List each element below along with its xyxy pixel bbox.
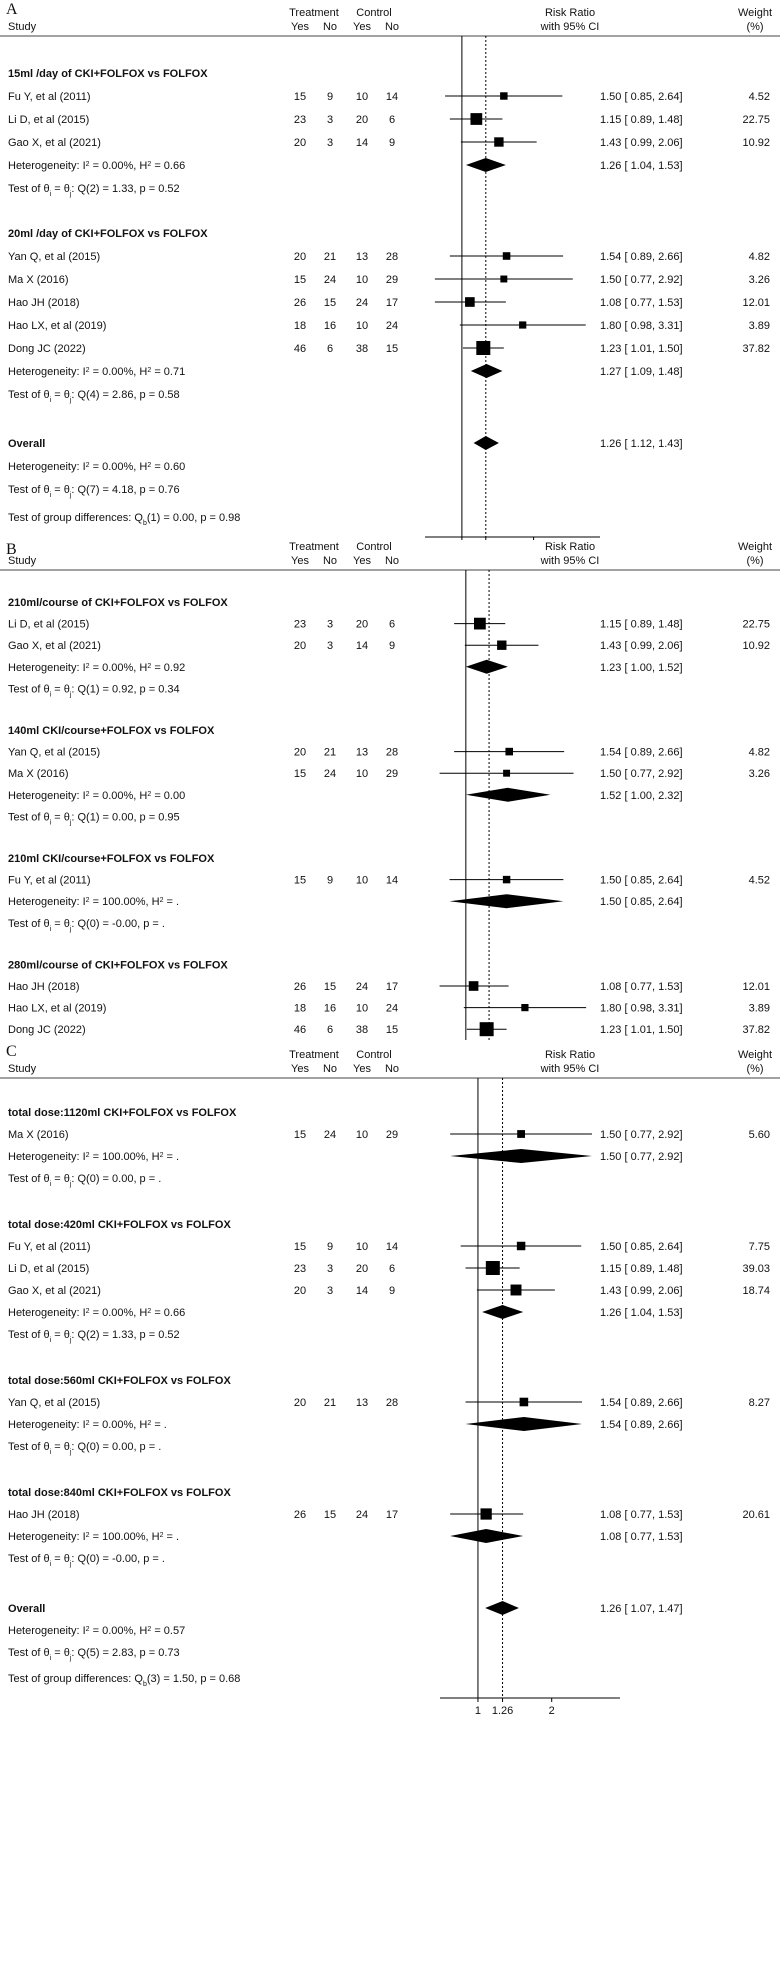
study-weight: 8.27 [748, 1397, 770, 1409]
control-no-count: 9 [388, 137, 396, 149]
header-weight: Weight [737, 1049, 773, 1061]
overall-heterogeneity: Heterogeneity: $I^2 = 0.00\%$, $H^2 = 0.57$ [8, 1625, 186, 1637]
risk-ratio-ci: 1.54 [ 0.89, 2.66] [600, 251, 683, 263]
treatment-yes-count: 20 [293, 746, 307, 759]
overall-label: Overall [8, 438, 46, 450]
treatment-no-count: 16 [323, 1002, 337, 1015]
header-control: Control [356, 7, 392, 19]
group-title: total dose:560ml CKI+FOLFOX vs FOLFOX [8, 1375, 231, 1387]
study-weight: 10.92 [742, 640, 770, 653]
overall-diamond [474, 436, 499, 450]
group-pooled-ci: 1.54 [ 0.89, 2.66] [600, 1419, 683, 1431]
effect-marker [469, 981, 479, 991]
group-pooled-diamond [450, 1529, 523, 1543]
control-yes-count: 10 [355, 91, 369, 103]
header-weight-unit: (%) [746, 1063, 764, 1075]
risk-ratio-ci: 1.15 [ 0.89, 1.48] [600, 1263, 683, 1275]
treatment-yes-count: 18 [293, 320, 307, 332]
study-name: Yan Q, et al (2015) [8, 1397, 101, 1409]
study-name: Gao X, et al (2021) [8, 137, 101, 149]
risk-ratio-ci: 1.80 [ 0.98, 3.31] [600, 320, 683, 332]
study-name: Gao X, et al (2021) [8, 640, 101, 653]
group-pooled-ci: 1.26 [ 1.04, 1.53] [600, 1307, 683, 1319]
control-no-count: 14 [385, 874, 399, 887]
control-no-count: 6 [388, 114, 396, 126]
study-weight: 4.82 [748, 251, 770, 263]
group-pooled-ci: 1.52 [ 1.00, 2.32] [600, 789, 683, 802]
study-name: Fu Y, et al (2011) [8, 91, 91, 103]
control-yes-count: 10 [355, 1241, 369, 1253]
study-weight: 37.82 [742, 1024, 770, 1037]
study-weight: 4.52 [748, 874, 770, 887]
group-pooled-ci: 1.08 [ 0.77, 1.53] [600, 1531, 683, 1543]
header-control-yes: Yes [353, 1063, 371, 1075]
group-homogeneity-test: Test of $\theta_i = \theta_j$: Q(0) = 0.00, p = . [8, 1173, 162, 1188]
control-no-count: 17 [385, 1509, 399, 1521]
effect-marker [500, 92, 507, 99]
effect-marker [503, 252, 511, 260]
risk-ratio-ci: 1.80 [ 0.98, 3.31] [600, 1002, 683, 1015]
effect-marker [497, 641, 506, 650]
treatment-no-count: 15 [323, 981, 337, 993]
group-pooled-diamond [466, 788, 551, 802]
control-no-count: 14 [385, 1241, 399, 1253]
treatment-yes-count: 46 [293, 1024, 307, 1037]
study-name: Ma X (2016) [8, 768, 69, 781]
effect-marker [521, 1004, 528, 1011]
effect-marker [517, 1130, 525, 1138]
control-yes-count: 10 [355, 768, 369, 781]
overall-ci: 1.26 [ 1.07, 1.47] [600, 1603, 683, 1615]
study-weight: 18.74 [742, 1285, 770, 1297]
header-treatment-yes: Yes [291, 555, 309, 567]
study-name: Ma X (2016) [8, 274, 69, 286]
risk-ratio-ci: 1.50 [ 0.85, 2.64] [600, 874, 683, 887]
treatment-no-count: 3 [326, 114, 334, 126]
control-no-count: 28 [385, 1397, 399, 1409]
group-differences-test: Test of group differences: $Q_b(1) = 0.00$, p = 0.98 [8, 512, 241, 527]
x-axis-tick-label: 2 [548, 1705, 555, 1717]
study-name: Li D, et al (2015) [8, 618, 90, 631]
effect-marker [486, 1261, 500, 1275]
group-pooled-ci: 1.50 [ 0.77, 2.92] [600, 1151, 683, 1163]
group-heterogeneity: Heterogeneity: $I^2 = 0.00\%$, $H^2 = 0.00$ [8, 789, 186, 802]
study-name: Fu Y, et al (2011) [8, 874, 91, 887]
control-no-count: 15 [385, 1024, 399, 1037]
header-control-yes: Yes [353, 21, 371, 33]
study-weight: 37.82 [742, 343, 770, 355]
risk-ratio-ci: 1.50 [ 0.77, 2.92] [600, 768, 683, 781]
risk-ratio-ci: 1.08 [ 0.77, 1.53] [600, 981, 683, 993]
control-yes-count: 38 [355, 1024, 369, 1037]
treatment-no-count: 24 [323, 1129, 337, 1141]
risk-ratio-ci: 1.54 [ 0.89, 2.66] [600, 1397, 683, 1409]
treatment-no-count: 3 [326, 1263, 334, 1275]
study-weight: 4.82 [748, 746, 770, 759]
treatment-no-count: 9 [326, 91, 334, 103]
group-title: 15ml /day of CKI+FOLFOX vs FOLFOX [8, 68, 208, 80]
group-title: 20ml /day of CKI+FOLFOX vs FOLFOX [8, 228, 208, 240]
header-ci: with 95% CI [540, 555, 600, 567]
study-name: Hao JH (2018) [8, 981, 80, 993]
treatment-yes-count: 15 [293, 1241, 307, 1253]
header-risk-ratio: Risk Ratio [544, 541, 596, 553]
study-name: Hao JH (2018) [8, 297, 80, 309]
header-ci: with 95% CI [540, 21, 600, 33]
overall-homogeneity-test: Test of $\theta_i = \theta_j$: Q(5) = 2.83, p = 0.73 [8, 1647, 180, 1662]
treatment-yes-count: 15 [293, 768, 307, 781]
treatment-yes-count: 26 [293, 297, 307, 309]
study-weight: 20.61 [742, 1509, 770, 1521]
control-yes-count: 13 [355, 746, 369, 759]
study-weight: 4.52 [748, 91, 770, 103]
x-axis-tick-label: 1.26 [491, 1705, 514, 1717]
group-heterogeneity: Heterogeneity: $I^2 = 100.00\%$, $H^2$ = . [8, 1531, 180, 1543]
group-differences-test: Test of group differences: $Q_b(3) = 1.50$, p = 0.68 [8, 1673, 241, 1688]
header-ci: with 95% CI [540, 1063, 600, 1075]
risk-ratio-ci: 1.23 [ 1.01, 1.50] [600, 343, 683, 355]
forest-plot-c-svg [0, 1042, 780, 1978]
header-study: Study [8, 555, 37, 567]
group-homogeneity-test: Test of $\theta_i = \theta_j$: Q(2) = 1.33, p = 0.52 [8, 1329, 180, 1344]
control-no-count: 15 [385, 343, 399, 355]
overall-homogeneity-test: Test of $\theta_i = \theta_j$: Q(7) = 4.18, p = 0.76 [8, 484, 180, 499]
group-title: 140ml CKI/course+FOLFOX vs FOLFOX [8, 725, 215, 737]
group-pooled-diamond [466, 660, 508, 674]
header-treatment-no: No [322, 555, 338, 567]
header-weight: Weight [737, 541, 773, 553]
risk-ratio-ci: 1.43 [ 0.99, 2.06] [600, 1285, 683, 1297]
group-pooled-diamond [450, 1149, 592, 1163]
control-yes-count: 38 [355, 343, 369, 355]
treatment-no-count: 21 [323, 746, 337, 759]
treatment-no-count: 21 [323, 251, 337, 263]
control-yes-count: 10 [355, 1129, 369, 1141]
group-heterogeneity: Heterogeneity: $I^2 = 0.00\%$, $H^2$ = . [8, 1419, 167, 1431]
header-risk-ratio: Risk Ratio [544, 7, 596, 19]
group-pooled-ci: 1.50 [ 0.85, 2.64] [600, 896, 683, 909]
header-control-yes: Yes [353, 555, 371, 567]
effect-marker [500, 276, 507, 283]
control-no-count: 14 [385, 91, 399, 103]
effect-marker [503, 770, 510, 777]
header-study: Study [8, 21, 37, 33]
overall-label: Overall [8, 1603, 46, 1615]
treatment-yes-count: 26 [293, 1509, 307, 1521]
effect-marker [481, 1508, 492, 1519]
panel-label: B [6, 541, 17, 558]
study-name: Ma X (2016) [8, 1129, 69, 1141]
control-no-count: 29 [385, 1129, 399, 1141]
study-name: Hao JH (2018) [8, 1509, 80, 1521]
control-yes-count: 10 [355, 874, 369, 887]
control-yes-count: 10 [355, 1002, 369, 1015]
group-homogeneity-test: Test of $\theta_i = \theta_j$: Q(1) = 0.92, p = 0.34 [8, 683, 180, 698]
control-yes-count: 20 [355, 114, 369, 126]
header-control: Control [356, 1049, 392, 1061]
treatment-yes-count: 20 [293, 251, 307, 263]
group-heterogeneity: Heterogeneity: $I^2 = 0.00\%$, $H^2 = 0.92$ [8, 661, 186, 674]
study-weight: 3.89 [748, 1002, 770, 1015]
header-weight-unit: (%) [746, 21, 764, 33]
study-name: Hao LX, et al (2019) [8, 320, 107, 332]
treatment-no-count: 6 [326, 343, 334, 355]
group-heterogeneity: Heterogeneity: $I^2 = 100.00\%$, $H^2$ = . [8, 896, 180, 909]
study-name: Li D, et al (2015) [8, 1263, 90, 1275]
forest-plot-panel-a [0, 0, 780, 540]
study-weight: 7.75 [748, 1241, 770, 1253]
header-weight: Weight [737, 7, 773, 19]
effect-marker [465, 297, 475, 307]
group-pooled-diamond [466, 1417, 582, 1431]
study-weight: 22.75 [742, 114, 770, 126]
treatment-yes-count: 26 [293, 981, 307, 993]
treatment-yes-count: 23 [293, 1263, 307, 1275]
treatment-no-count: 9 [326, 1241, 334, 1253]
treatment-yes-count: 20 [293, 1397, 307, 1409]
study-name: Hao LX, et al (2019) [8, 1002, 107, 1015]
treatment-no-count: 15 [323, 1509, 337, 1521]
effect-marker [470, 113, 482, 125]
forest-plot-panel-b [0, 540, 780, 1040]
risk-ratio-ci: 1.43 [ 0.99, 2.06] [600, 640, 683, 653]
control-yes-count: 14 [355, 1285, 369, 1297]
study-weight: 3.89 [748, 320, 770, 332]
treatment-yes-count: 20 [293, 640, 307, 653]
header-risk-ratio: Risk Ratio [544, 1049, 596, 1061]
control-yes-count: 20 [355, 618, 369, 631]
study-weight: 5.60 [748, 1129, 770, 1141]
control-no-count: 6 [388, 618, 396, 631]
header-treatment: Treatment [289, 541, 339, 553]
header-control-no: No [384, 555, 400, 567]
group-homogeneity-test: Test of $\theta_i = \theta_j$: Q(0) = -0.00, p = . [8, 917, 165, 933]
header-treatment: Treatment [289, 1049, 339, 1061]
treatment-no-count: 16 [323, 320, 337, 332]
risk-ratio-ci: 1.50 [ 0.85, 2.64] [600, 1241, 683, 1253]
group-title: 280ml/course of CKI+FOLFOX vs FOLFOX [8, 959, 228, 972]
group-title: total dose:420ml CKI+FOLFOX vs FOLFOX [8, 1219, 231, 1231]
control-yes-count: 14 [355, 137, 369, 149]
group-title: total dose:840ml CKI+FOLFOX vs FOLFOX [8, 1487, 231, 1499]
treatment-yes-count: 46 [293, 343, 307, 355]
group-pooled-ci: 1.27 [ 1.09, 1.48] [600, 366, 683, 378]
effect-marker [511, 1285, 522, 1296]
study-name: Fu Y, et al (2011) [8, 1241, 91, 1253]
group-heterogeneity: Heterogeneity: $I^2 = 0.00\%$, $H^2 = 0.66$ [8, 1307, 186, 1319]
study-name: Gao X, et al (2021) [8, 1285, 101, 1297]
control-yes-count: 14 [355, 640, 369, 653]
risk-ratio-ci: 1.15 [ 0.89, 1.48] [600, 114, 683, 126]
control-no-count: 29 [385, 768, 399, 781]
control-no-count: 17 [385, 297, 399, 309]
control-yes-count: 24 [355, 1509, 369, 1521]
treatment-no-count: 9 [326, 874, 334, 887]
control-no-count: 6 [388, 1263, 396, 1275]
study-name: Dong JC (2022) [8, 343, 86, 355]
overall-heterogeneity: Heterogeneity: $I^2 = 0.00\%$, $H^2 = 0.60$ [8, 461, 186, 473]
risk-ratio-ci: 1.50 [ 0.77, 2.92] [600, 274, 683, 286]
header-treatment-yes: Yes [291, 21, 309, 33]
group-homogeneity-test: Test of $\theta_i = \theta_j$: Q(4) = 2.86, p = 0.58 [8, 389, 180, 404]
treatment-no-count: 24 [323, 768, 337, 781]
study-name: Yan Q, et al (2015) [8, 251, 101, 263]
header-control-no: No [384, 1063, 400, 1075]
study-weight: 39.03 [742, 1263, 770, 1275]
control-yes-count: 13 [355, 251, 369, 263]
effect-marker [503, 876, 510, 883]
study-weight: 12.01 [742, 297, 770, 309]
effect-marker [520, 1398, 529, 1407]
forest-plot-b-svg [0, 540, 780, 1040]
treatment-yes-count: 15 [293, 274, 307, 286]
control-yes-count: 20 [355, 1263, 369, 1275]
header-control: Control [356, 541, 392, 553]
group-title: 210ml/course of CKI+FOLFOX vs FOLFOX [8, 597, 228, 609]
risk-ratio-ci: 1.15 [ 0.89, 1.48] [600, 618, 683, 631]
group-homogeneity-test: Test of $\theta_i = \theta_j$: Q(2) = 1.33, p = 0.52 [8, 183, 180, 198]
treatment-yes-count: 15 [293, 874, 307, 887]
control-yes-count: 10 [355, 320, 369, 332]
control-no-count: 9 [388, 1285, 396, 1297]
control-no-count: 9 [388, 640, 396, 653]
treatment-no-count: 3 [326, 618, 334, 631]
treatment-no-count: 21 [323, 1397, 337, 1409]
study-name: Dong JC (2022) [8, 1024, 86, 1037]
study-weight: 10.92 [742, 137, 770, 149]
header-control-no: No [384, 21, 400, 33]
group-heterogeneity: Heterogeneity: $I^2 = 0.00\%$, $H^2 = 0.66$ [8, 160, 186, 172]
risk-ratio-ci: 1.23 [ 1.01, 1.50] [600, 1024, 683, 1037]
treatment-yes-count: 18 [293, 1002, 307, 1015]
control-no-count: 29 [385, 274, 399, 286]
header-treatment-yes: Yes [291, 1063, 309, 1075]
treatment-no-count: 24 [323, 274, 337, 286]
control-yes-count: 13 [355, 1397, 369, 1409]
group-heterogeneity: Heterogeneity: $I^2 = 100.00\%$, $H^2$ = . [8, 1151, 180, 1163]
group-homogeneity-test: Test of $\theta_i = \theta_j$: Q(0) = -0.00, p = . [8, 1553, 165, 1568]
group-title: total dose:1120ml CKI+FOLFOX vs FOLFOX [8, 1107, 237, 1119]
control-yes-count: 10 [355, 274, 369, 286]
effect-marker [519, 321, 526, 328]
header-treatment-no: No [322, 21, 338, 33]
study-weight: 3.26 [748, 768, 770, 781]
control-no-count: 17 [385, 981, 399, 993]
forest-plot-a-svg [0, 0, 780, 540]
header-treatment-no: No [322, 1063, 338, 1075]
effect-marker [480, 1022, 494, 1036]
overall-ci: 1.26 [ 1.12, 1.43] [600, 438, 683, 450]
group-pooled-diamond [471, 364, 503, 378]
header-treatment: Treatment [289, 7, 339, 19]
treatment-yes-count: 20 [293, 1285, 307, 1297]
treatment-no-count: 15 [323, 297, 337, 309]
study-name: Li D, et al (2015) [8, 114, 90, 126]
control-yes-count: 24 [355, 981, 369, 993]
panel-label: C [6, 1043, 17, 1060]
control-no-count: 24 [385, 1002, 399, 1015]
effect-marker [476, 341, 490, 355]
study-weight: 12.01 [742, 981, 770, 993]
effect-marker [517, 1242, 525, 1250]
control-no-count: 28 [385, 746, 399, 759]
group-pooled-diamond [450, 894, 564, 908]
treatment-yes-count: 15 [293, 91, 307, 103]
group-heterogeneity: Heterogeneity: $I^2 = 0.00\%$, $H^2 = 0.71$ [8, 366, 186, 378]
study-name: Yan Q, et al (2015) [8, 746, 101, 759]
group-homogeneity-test: Test of $\theta_i = \theta_j$: Q(1) = 0.00, p = 0.95 [8, 811, 180, 826]
treatment-yes-count: 15 [293, 1129, 307, 1141]
group-homogeneity-test: Test of $\theta_i = \theta_j$: Q(0) = 0.00, p = . [8, 1441, 162, 1456]
treatment-no-count: 3 [326, 1285, 334, 1297]
risk-ratio-ci: 1.08 [ 0.77, 1.53] [600, 1509, 683, 1521]
panel-label: A [6, 1, 18, 18]
control-no-count: 28 [385, 251, 399, 263]
treatment-yes-count: 23 [293, 114, 307, 126]
treatment-yes-count: 23 [293, 618, 307, 631]
effect-marker [505, 748, 513, 756]
treatment-no-count: 6 [326, 1024, 334, 1037]
treatment-yes-count: 20 [293, 137, 307, 149]
x-axis-tick-label: 1 [474, 1705, 482, 1717]
risk-ratio-ci: 1.43 [ 0.99, 2.06] [600, 137, 683, 149]
header-study: Study [8, 1063, 37, 1075]
header-weight-unit: (%) [746, 555, 764, 567]
group-pooled-ci: 1.23 [ 1.00, 1.52] [600, 661, 683, 674]
risk-ratio-ci: 1.50 [ 0.77, 2.92] [600, 1129, 683, 1141]
group-title: 210ml CKI/course+FOLFOX vs FOLFOX [8, 853, 215, 865]
risk-ratio-ci: 1.54 [ 0.89, 2.66] [600, 746, 683, 759]
study-weight: 22.75 [742, 618, 770, 631]
study-weight: 3.26 [748, 274, 770, 286]
forest-plot-panel-c [0, 1042, 780, 1978]
control-no-count: 24 [385, 320, 399, 332]
group-pooled-ci: 1.26 [ 1.04, 1.53] [600, 160, 683, 172]
control-yes-count: 24 [355, 297, 369, 309]
effect-marker [494, 137, 503, 146]
treatment-no-count: 3 [326, 640, 334, 653]
treatment-no-count: 3 [326, 137, 334, 149]
effect-marker [474, 618, 486, 630]
risk-ratio-ci: 1.50 [ 0.85, 2.64] [600, 91, 683, 103]
risk-ratio-ci: 1.08 [ 0.77, 1.53] [600, 297, 683, 309]
